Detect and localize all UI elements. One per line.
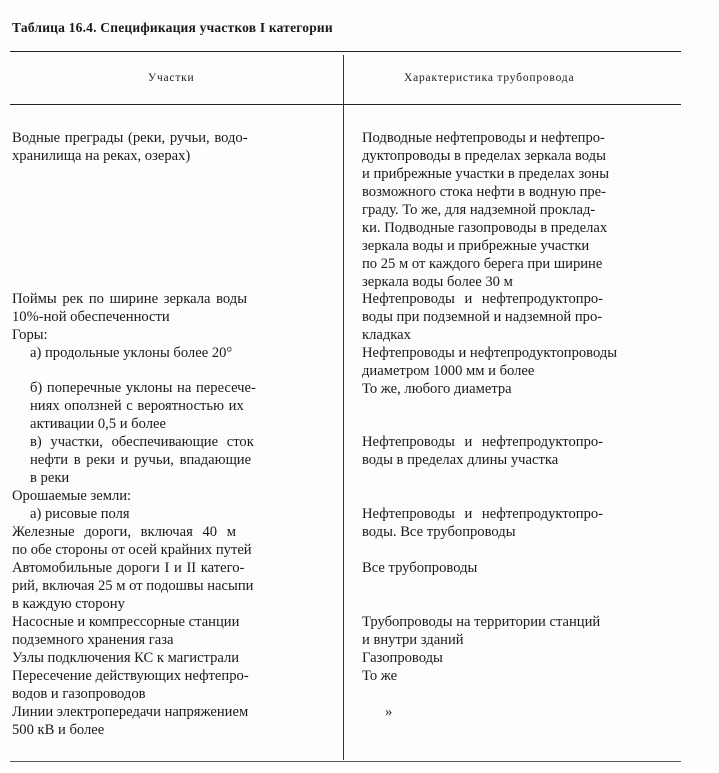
- left-line: подземного хранения газа: [12, 632, 174, 648]
- right-line: диаметром 1000 мм и более: [362, 363, 535, 379]
- bottom-rule: [10, 761, 681, 762]
- right-line: »: [385, 704, 393, 720]
- left-line: Горы:: [12, 327, 48, 343]
- right-line: Подводные нефтепроводы и нефтепро-: [362, 130, 605, 146]
- left-line: хранилища на реках, озерах): [12, 148, 191, 164]
- right-line: Все трубопроводы: [362, 560, 478, 576]
- right-line: То же: [362, 668, 398, 684]
- left-line: Узлы подключения КС к магистрали: [12, 650, 240, 666]
- column-divider: [343, 55, 344, 760]
- left-line: Поймы рек по ширине зеркала воды: [12, 291, 248, 307]
- right-line: ки. Подводные газопроводы в пределах: [362, 220, 608, 236]
- left-line: 10%-ной обеспеченности: [12, 309, 170, 325]
- left-line: водов и газопроводов: [12, 686, 146, 702]
- right-line: То же, любого диаметра: [362, 381, 512, 397]
- left-line: б) поперечные уклоны на пересече-: [30, 380, 256, 396]
- right-line: Трубопроводы на территории станций: [362, 614, 601, 630]
- right-line: воды при подземной и надземной про-: [362, 309, 603, 325]
- left-line: в каждую сторону: [12, 596, 125, 612]
- left-line: Автомобильные дороги I и II катего-: [12, 560, 245, 576]
- left-line: Железные дороги, включая 40 м: [12, 524, 236, 540]
- header-pipeline-characteristics: Характеристика трубопровода: [404, 72, 575, 84]
- left-line: Насосные и компрессорные станции: [12, 614, 240, 630]
- top-rule: [10, 51, 681, 52]
- right-line: и внутри зданий: [362, 632, 464, 648]
- left-line: Линии электропередачи напряжением: [12, 704, 249, 720]
- header-rule: [10, 104, 681, 105]
- left-line: по обе стороны от осей крайних путей: [12, 542, 252, 558]
- right-line: Нефтепроводы и нефтепродуктопро-: [362, 434, 604, 450]
- left-line: ниях оползней с вероятностью их: [30, 398, 244, 414]
- header-sections: Участки: [148, 72, 195, 84]
- right-line: кладках: [362, 327, 411, 343]
- right-line: Нефтепроводы и нефтепродуктопроводы: [362, 345, 618, 361]
- right-line: Газопроводы: [362, 650, 443, 666]
- left-line: Орошаемые земли:: [12, 488, 132, 504]
- left-line: а) продольные уклоны более 20°: [30, 345, 233, 361]
- left-line: рий, включая 25 м от подошвы насыпи: [12, 578, 254, 594]
- right-line: по 25 м от каждого берега при ширине: [362, 256, 603, 272]
- left-line: Водные преграды (реки, ручьи, водо-: [12, 130, 248, 146]
- left-line: активации 0,5 и более: [30, 416, 166, 432]
- left-line: а) рисовые поля: [30, 506, 130, 522]
- left-line: Пересечение действующих нефтепро-: [12, 668, 249, 684]
- right-line: зеркала воды более 30 м: [362, 274, 513, 290]
- left-line: в) участки, обеспечивающие сток: [30, 434, 254, 450]
- right-line: зеркала воды и прибрежные участки: [362, 238, 590, 254]
- right-line: Нефтепроводы и нефтепродуктопро-: [362, 506, 604, 522]
- right-line: и прибрежные участки в пределах зоны: [362, 166, 610, 182]
- left-line: 500 кВ и более: [12, 722, 105, 738]
- right-line: возможного стока нефти в водную пре-: [362, 184, 607, 200]
- right-line: воды в пределах длины участка: [362, 452, 559, 468]
- left-line: нефти в реки и ручьи, впадающие: [30, 452, 252, 468]
- right-line: воды. Все трубопроводы: [362, 524, 516, 540]
- left-line: в реки: [30, 470, 70, 486]
- right-line: дуктопроводы в пределах зеркала воды: [362, 148, 606, 164]
- right-line: Нефтепроводы и нефтепродуктопро-: [362, 291, 604, 307]
- table-caption: Таблица 16.4. Спецификация участков I категории: [12, 20, 333, 35]
- right-line: граду. То же, для надземной проклад-: [362, 202, 596, 218]
